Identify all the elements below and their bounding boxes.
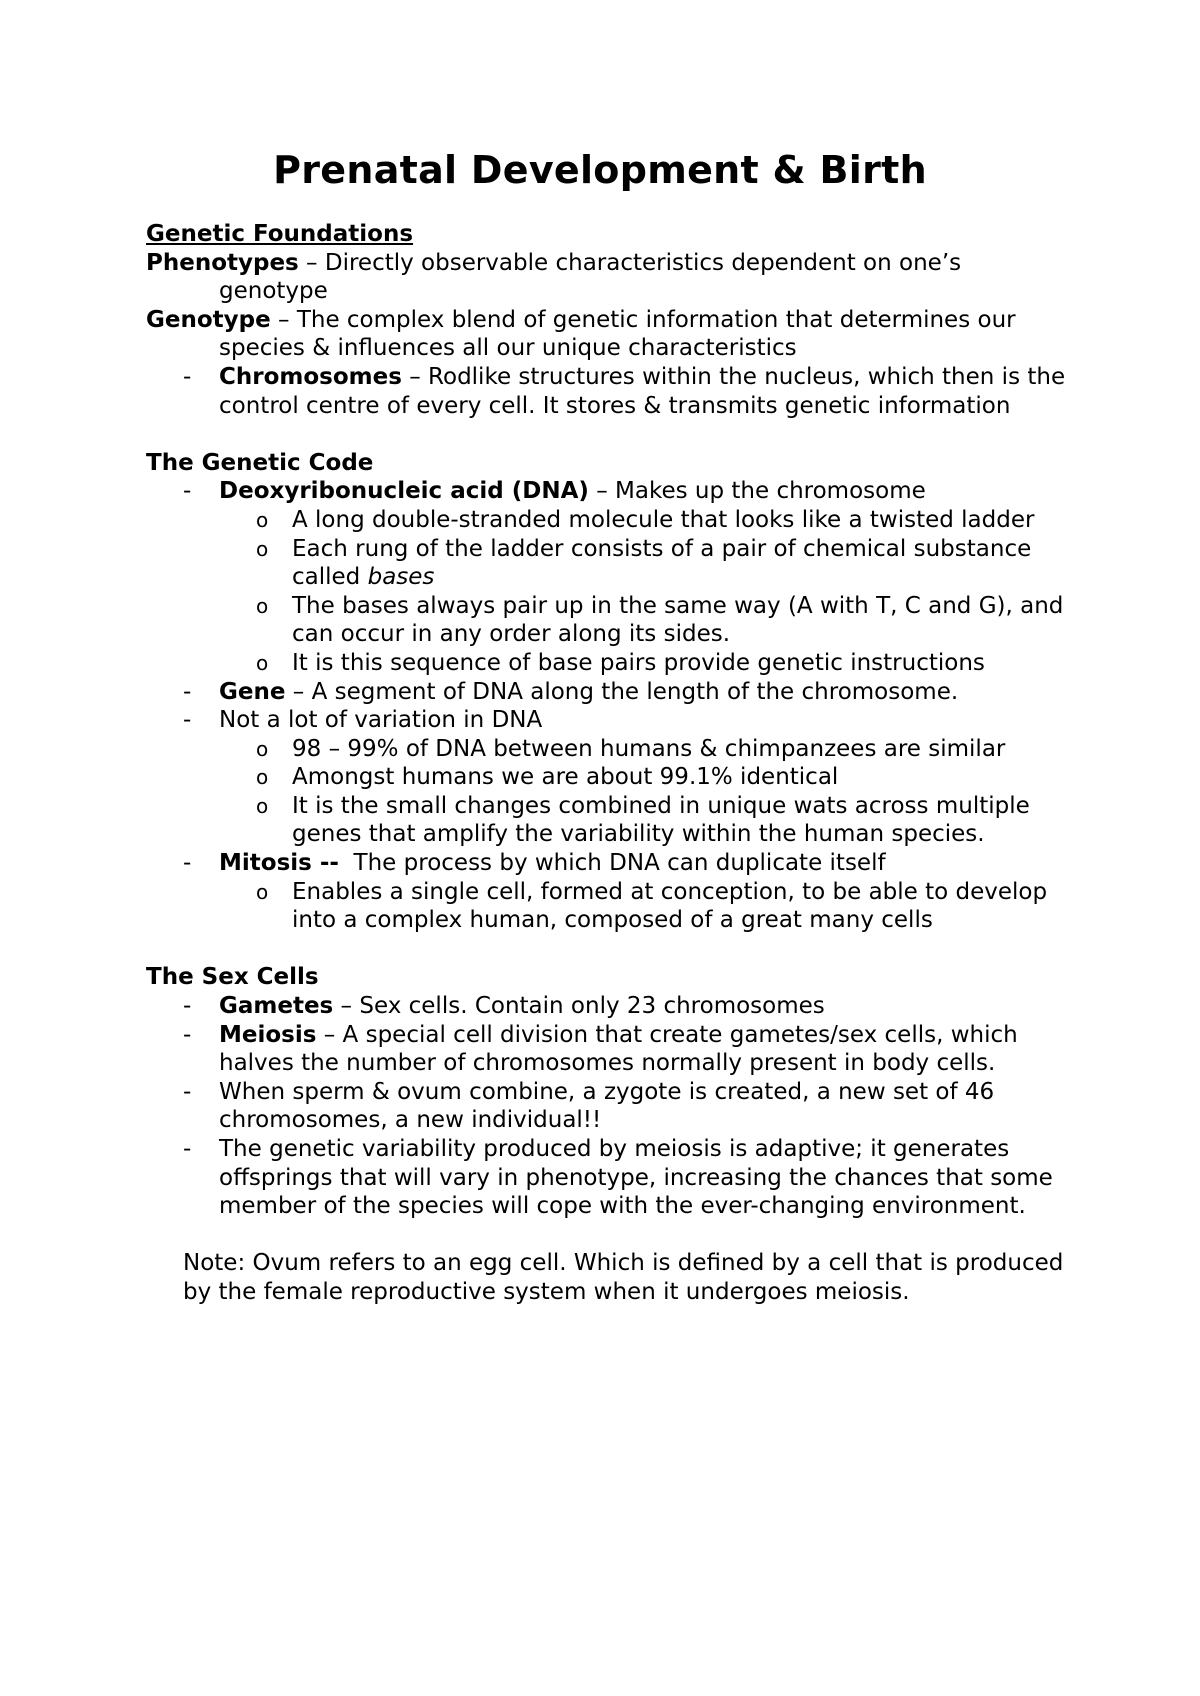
- circle-bullet: o: [256, 650, 269, 675]
- section-heading-sex-cells: The Sex Cells: [146, 964, 319, 991]
- term-phenotypes: Phenotypes: [146, 249, 299, 276]
- circle-bullet: o: [256, 507, 269, 532]
- circle-bullet: o: [256, 736, 269, 761]
- dash-bullet: -: [183, 1021, 192, 1048]
- list-item-zygote: - When sperm & ovum combine, a zygote is created, a new set of 46 chromosomes, a new individual!!: [183, 1078, 995, 1134]
- sub-item-dna-ladder: o A long double-stranded molecule that looks like a twisted ladder: [256, 506, 1035, 533]
- circle-bullet: o: [256, 793, 269, 818]
- document-body: [146, 220, 1076, 1307]
- dash-bullet: -: [183, 478, 192, 505]
- list-item-gametes: - Gametes – Sex cells. Contain only 23 chromosomes: [183, 993, 825, 1020]
- term-gametes: Gametes: [219, 993, 334, 1020]
- term-chromosomes: Chromosomes: [219, 363, 402, 390]
- dash-bullet: -: [183, 1078, 192, 1105]
- dash-bullet: -: [183, 678, 192, 705]
- circle-bullet: o: [256, 879, 269, 904]
- definition-phenotypes: Phenotypes – Directly observable characteristics dependent on one’s genotype: [146, 249, 962, 305]
- sub-item-single-cell: o Enables a single cell, formed at conception, to be able to develop into a complex human, composed of a great many cells: [256, 878, 1048, 934]
- dash-bullet: -: [183, 850, 192, 877]
- definition-genotype: Genotype – The complex blend of genetic information that determines our species & influences all our unique characteristics: [146, 306, 1016, 362]
- dash-bullet: -: [183, 707, 192, 734]
- note-paragraph: Note: Ovum refers to an egg cell. Which is defined by a cell that is produced by the female reproductive system when it undergoes meiosis.: [183, 1250, 1064, 1305]
- list-item-variation: - Not a lot of variation in DNA: [183, 707, 543, 734]
- list-item-meiosis: - Meiosis – A special cell division that create gametes/sex cells, which halves the number of chromosomes normally present in body cells.: [183, 1021, 1018, 1077]
- list-item-mitosis: - Mitosis -- The process by which DNA can duplicate itself: [183, 850, 886, 877]
- sub-item-small-changes: o It is the small changes combined in unique wats across multiple genes that amplify the variability within the human species.: [256, 792, 1030, 848]
- section-heading-genetic-foundations: Genetic Foundations: [146, 221, 414, 247]
- term-mitosis: Mitosis --: [219, 850, 339, 877]
- sub-item-dna-pairs: o The bases always pair up in the same way (A with T, C and G), and can occur in any order along its sides.: [256, 592, 1064, 648]
- sub-item-chimpanzees: o 98 – 99% of DNA between humans & chimpanzees are similar: [256, 735, 1006, 762]
- term-gene: Gene: [219, 678, 286, 705]
- sub-item-dna-rung: o Each rung of the ladder consists of a pair of chemical substance called bases: [256, 535, 1032, 591]
- term-meiosis: Meiosis: [219, 1021, 317, 1048]
- circle-bullet: o: [256, 536, 269, 561]
- dash-bullet: -: [183, 1136, 192, 1162]
- list-item-gene: - Gene – A segment of DNA along the length of the chromosome.: [183, 678, 959, 705]
- sub-item-humans-identical: o Amongst humans we are about 99.1% identical: [256, 764, 839, 791]
- list-item-chromosomes: - Chromosomes – Rodlike structures within the nucleus, which then is the control centre of every cell. It stores & transmits genetic information: [183, 363, 1066, 419]
- sub-item-dna-sequence: o It is this sequence of base pairs provide genetic instructions: [256, 649, 985, 676]
- list-item-variability: - The genetic variability produced by meiosis is adaptive; it generates offsprings that will vary in phenotype, increasing the chances that some member of the species will cope with the ever-changing environment.: [183, 1136, 1053, 1220]
- page-title: Prenatal Development & Birth: [273, 148, 927, 192]
- section-heading-genetic-code: The Genetic Code: [146, 449, 374, 476]
- dash-bullet: -: [183, 363, 192, 390]
- dash-bullet: -: [183, 993, 192, 1020]
- circle-bullet: o: [256, 765, 269, 790]
- italic-bases: bases: [367, 564, 435, 591]
- circle-bullet: o: [256, 593, 269, 618]
- term-genotype: Genotype: [146, 306, 271, 333]
- list-item-dna: - Deoxyribonucleic acid (DNA) – Makes up the chromosome: [183, 478, 926, 505]
- term-dna: Deoxyribonucleic acid (DNA): [219, 478, 589, 505]
